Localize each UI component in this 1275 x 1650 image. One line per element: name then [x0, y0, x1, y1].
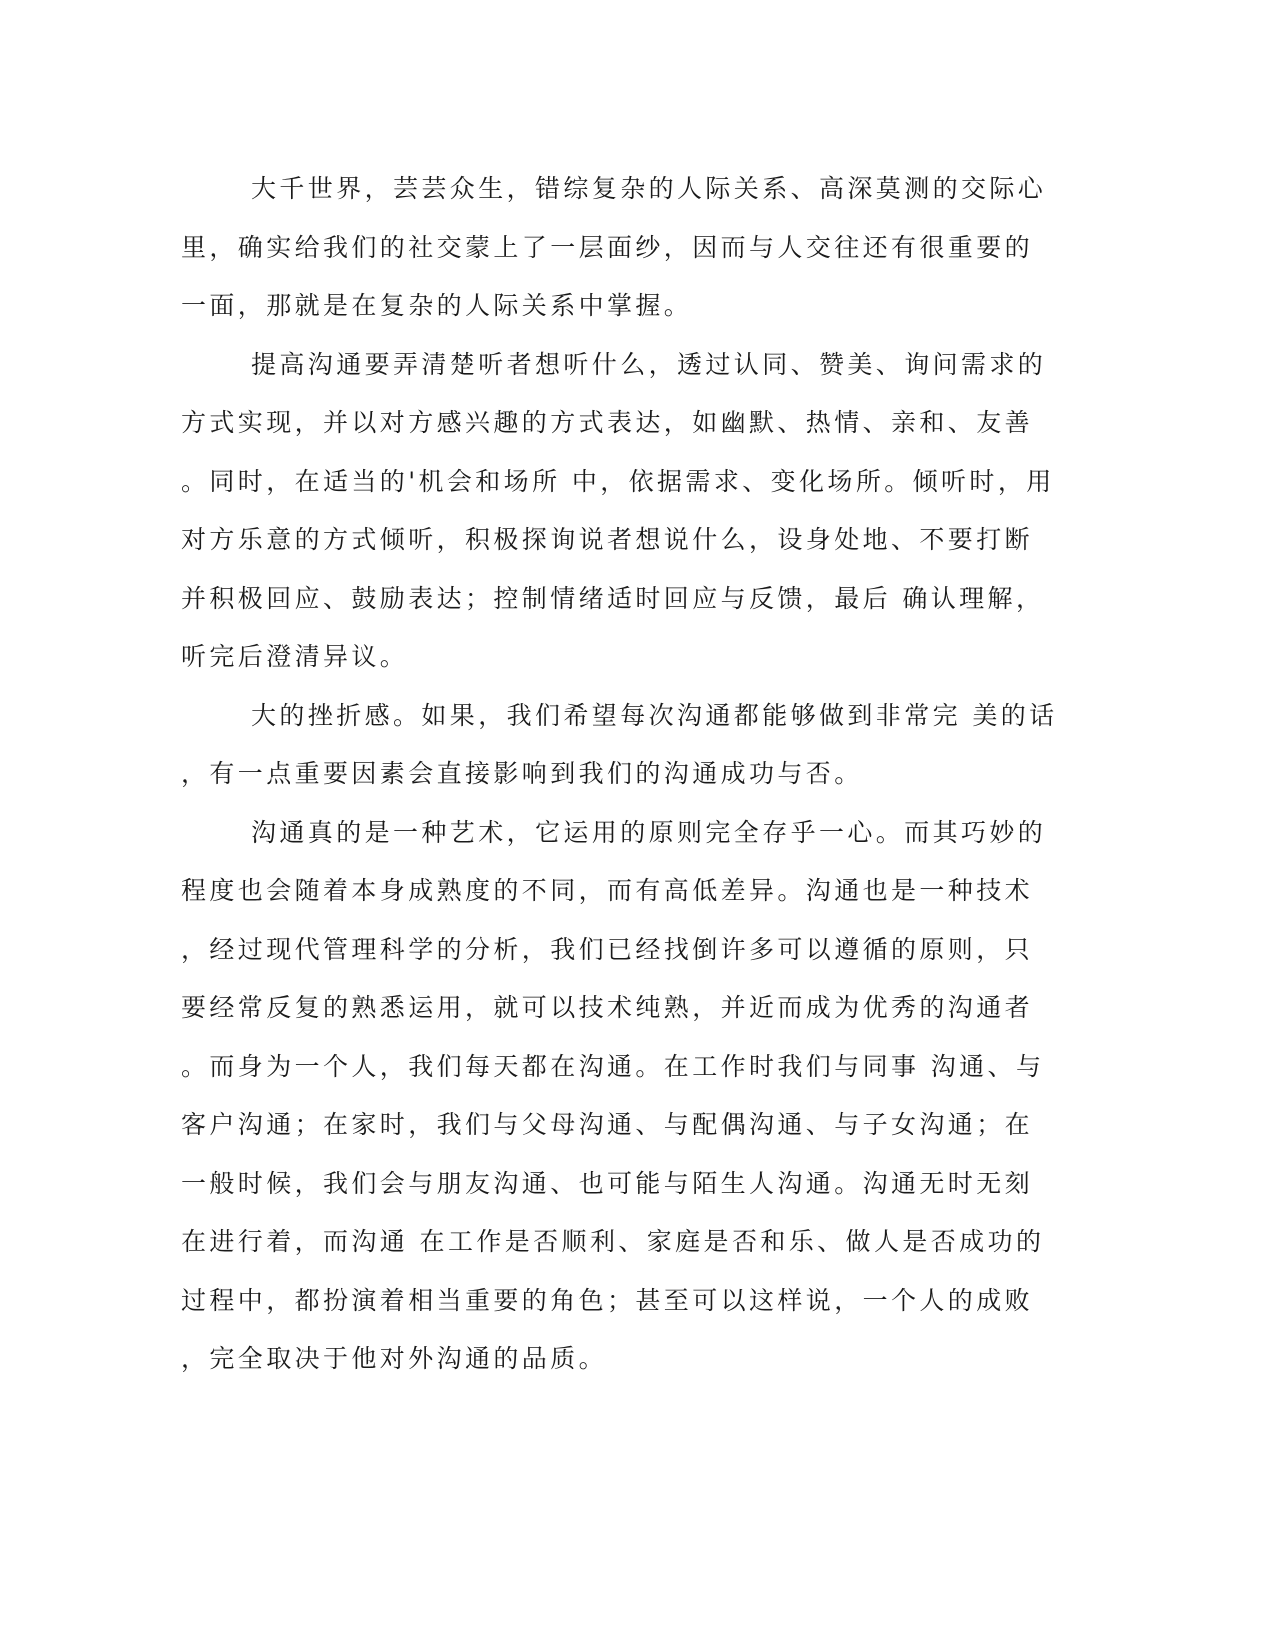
paragraph-4-line-9: 过程中，都扮演着相当重要的角色；甚至可以这样说，一个人的成败 — [181, 1285, 1034, 1315]
paragraph-4-line-1: 沟通真的是一种艺术，它运用的原则完全存乎一心。而其巧妙的 — [251, 817, 1047, 847]
paragraph-4-line-2: 程度也会随着本身成熟度的不同，而有高低差异。沟通也是一种技术 — [181, 876, 1034, 905]
paragraph-1-line-2: 里，确实给我们的社交蒙上了一层面纱，因而与人交往还有很重要的 — [181, 232, 1034, 262]
paragraph-4-line-3: ，经过现代管理科学的分析，我们已经找倒许多可以遵循的原则，只 — [181, 934, 1034, 964]
paragraph-2-line-2: 方式实现，并以对方感兴趣的方式表达，如幽默、热情、亲和、友善 — [181, 408, 1034, 437]
paragraph-4-line-8: 在进行着，而沟通 在工作是否顺利、家庭是否和乐、做人是否成功的 — [181, 1227, 1045, 1256]
paragraph-2-line-4: 对方乐意的方式倾听，积极探询说者想说什么，设身处地、不要打断 — [181, 525, 1034, 554]
paragraph-1-line-3: 一面，那就是在复杂的人际关系中掌握。 — [181, 291, 693, 320]
paragraph-4-line-6: 客户沟通；在家时，我们与父母沟通、与配偶沟通、与子女沟通；在 — [181, 1110, 1034, 1139]
paragraph-2-line-5: 并积极回应、鼓励表达；控制情绪适时回应与反馈，最后 确认理解， — [181, 583, 1045, 613]
paragraph-4-line-10: ，完全取决于他对外沟通的品质。 — [181, 1344, 608, 1373]
paragraph-2-line-6: 听完后澄清异议。 — [181, 642, 409, 671]
body-text — [181, 160, 1058, 1389]
paragraph-3-line-1: 大的挫折感。如果，我们希望每次沟通都能够做到非常完 美的话 — [251, 700, 1058, 730]
paragraph-4-line-4: 要经常反复的熟悉运用，就可以技术纯熟，并近而成为优秀的沟通者 — [181, 993, 1034, 1022]
paragraph-4-line-7: 一般时候，我们会与朋友沟通、也可能与陌生人沟通。沟通无时无刻 — [181, 1168, 1034, 1198]
paragraph-2-line-1: 提高沟通要弄清楚听者想听什么，透过认同、赞美、询问需求的 — [251, 349, 1047, 379]
paragraph-3-line-2: ，有一点重要因素会直接影响到我们的沟通成功与否。 — [181, 759, 863, 788]
paragraph-4-line-5: 。而身为一个人，我们每天都在沟通。在工作时我们与同事 沟通、与 — [181, 1051, 1045, 1081]
paragraph-2-line-3: 。同时，在适当的'机会和场所 中，依据需求、变化场所。倾听时，用 — [181, 466, 1055, 496]
paragraph-1-line-1: 大千世界，芸芸众生，错综复杂的人际关系、高深莫测的交际心 — [251, 174, 1047, 203]
